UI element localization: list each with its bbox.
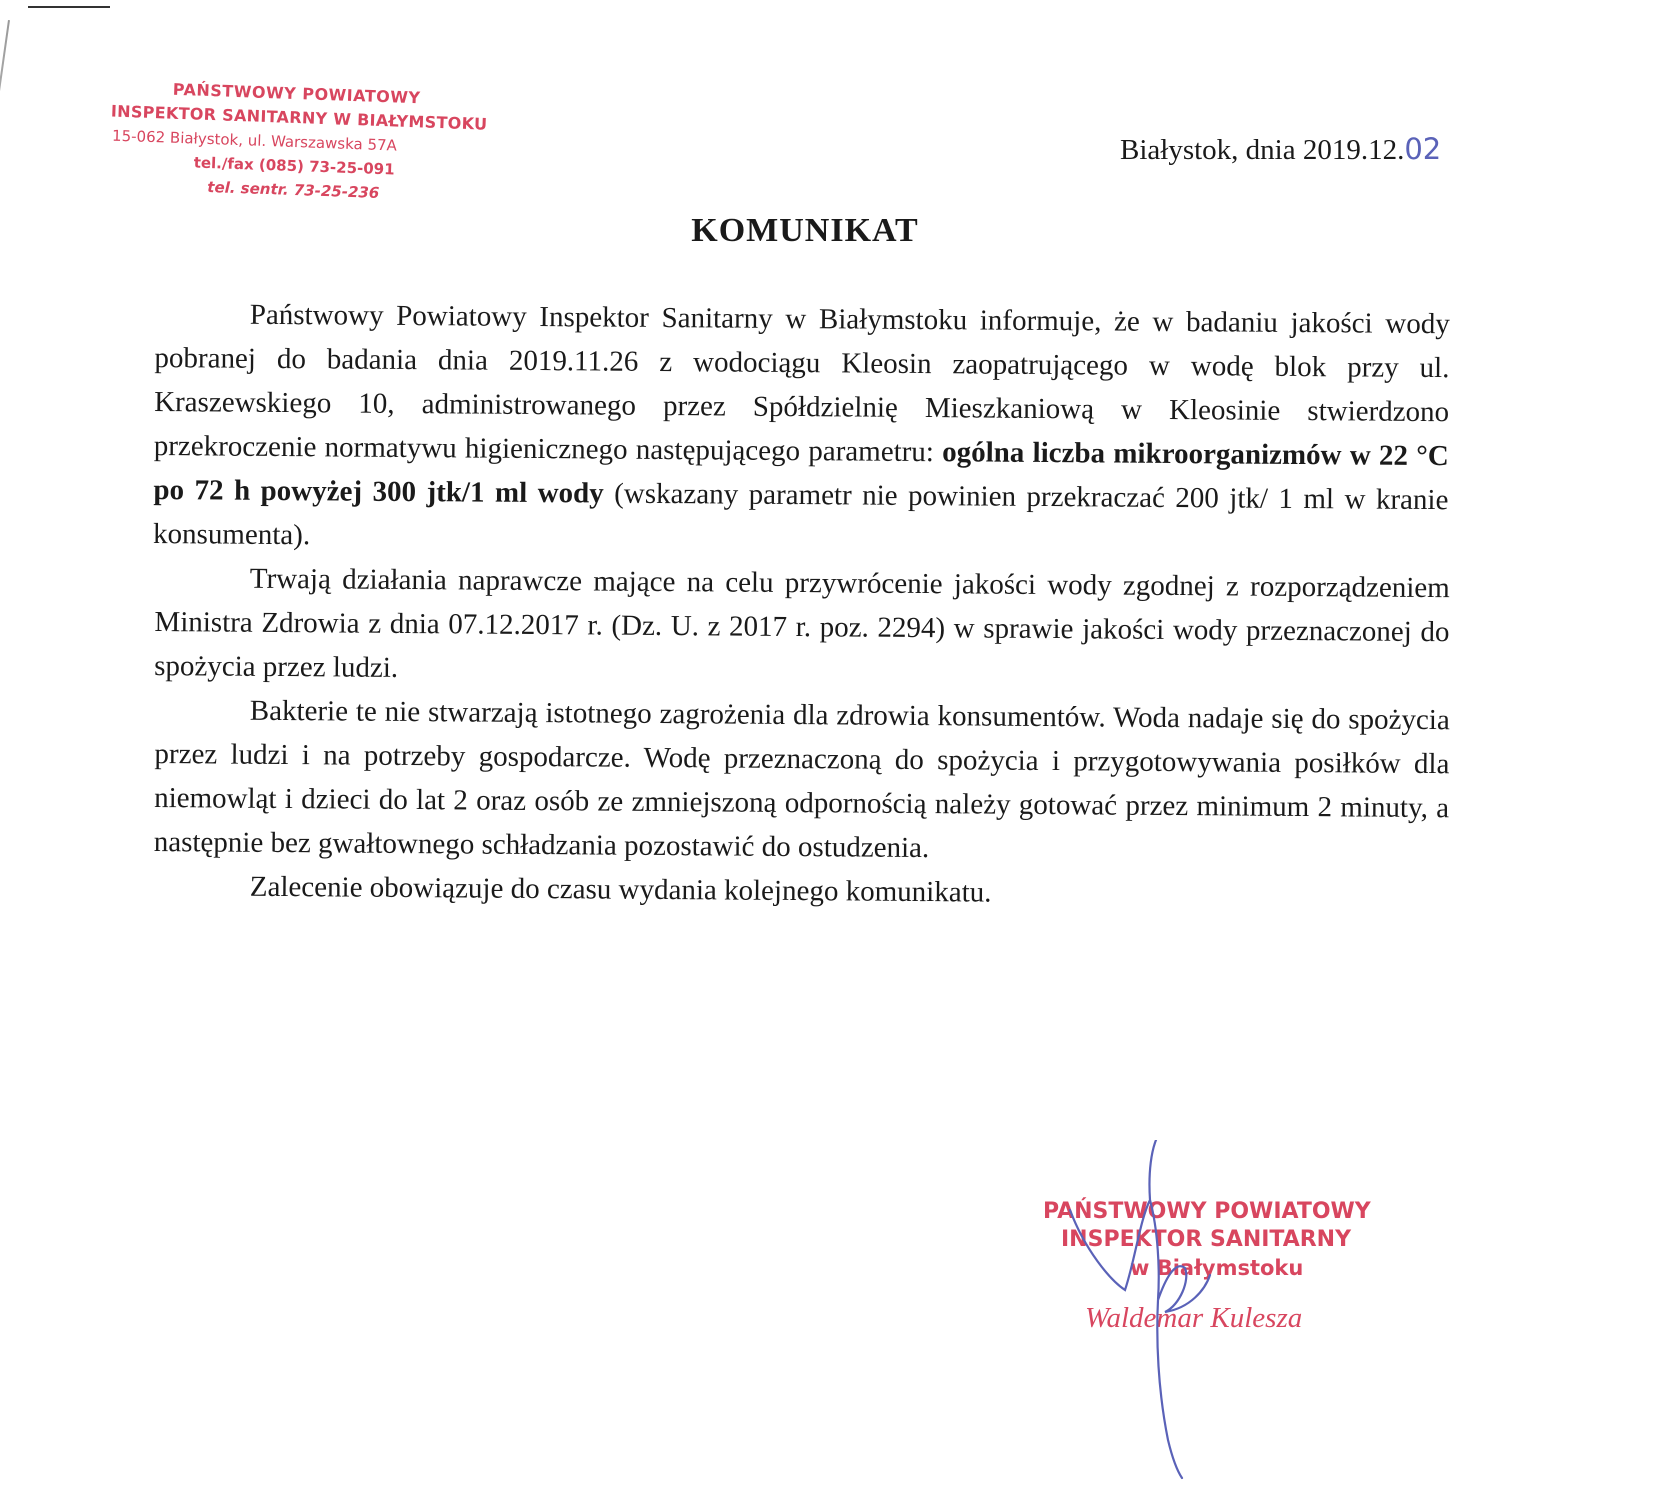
document-body — [152, 292, 1450, 909]
signatory-name: Waldemar Kulesza — [1085, 1302, 1303, 1334]
office-stamp-header — [108, 76, 488, 209]
stamp-line-inspector: INSPEKTOR SANITARNY W BIAŁYMSTOKU — [110, 101, 488, 134]
paragraph-finding — [153, 292, 1450, 566]
scan-edge-mark — [28, 6, 110, 8]
document-title: KOMUNIKAT — [691, 212, 919, 249]
stamp-line-phone-2: tel. sentr. 73-25-236 — [207, 177, 380, 202]
stamp-line-office: PAŃSTWOWY POWIATOWY — [172, 79, 421, 108]
paragraph-finding-text: Państwowy Powiatowy Inspektor Sanitarny w Białymstoku informuje, że w badaniu jakości wody pobranej do badania dnia 2019.11.26 z wodociągu Kleosin zaopatrującego w wodę blok przy ul. Kraszewskiego 10, administrowanego przez Spółdzielnię Mieszkaniową w Kleosinie stwierdzono przekroczenie normatywu higienicznego następującego parametru: — [153, 298, 1450, 469]
date-printed: Białystok, dnia 2019.12. — [1120, 134, 1405, 166]
stamp-line-address: 15-062 Białystok, ul. Warszawska 57A — [111, 126, 398, 155]
parameter-exceedance: ogólna liczba mikroorganizmów w 22 °C po 72 h powyżej 300 jtk/1 ml wody — [153, 436, 1449, 510]
date-handwritten-day: 02 — [1404, 132, 1442, 166]
document-date — [1120, 132, 1441, 167]
stamp-line-phone: tel./fax (085) 73-25-091 — [193, 153, 395, 179]
paragraph-finding-note: (wskazany parametr nie powinien przekraczać 200 jtk/ 1 ml w kranie konsumenta). — [152, 477, 1449, 552]
handwritten-signature — [1040, 1140, 1270, 1480]
paragraph-health-advice: Bakterie te nie stwarzają istotnego zagrożenia dla zdrowia konsumentów. Woda nadaje się do spożycia przez ludzi i na potrzeby gospodarcze. Wodę przeznaczoną do spożycia i przygotowywania posiłków dla niemowląt i dzieci do lat 2 oraz osób ze zmniejszoną odpornością należy gotować przez minimum 2 minuty, a następnie bez gwałtownego schładzania pozostawić do ostudzenia. — [153, 694, 1450, 865]
signature-stamp-line2: INSPEKTOR SANITARNY — [1061, 1227, 1352, 1252]
paragraph-validity: Zalecenie obowiązuje do czasu wydania kolejnego komunikatu. — [249, 870, 992, 909]
paragraph-remedial-actions: Trwają działania naprawcze mające na celu przywrócenie jakości wody zgodnej z rozporządzeniem Ministra Zdrowia z dnia 07.12.2017 r. (Dz. U. z 2017 r. poz. 2294) w sprawie jakości wody przeznaczonej do spożycia przez ludzi. — [154, 562, 1450, 684]
signature-stamp-line1: PAŃSTWOWY POWIATOWY — [1043, 1199, 1371, 1224]
signature-stamp-line3: w Białymstoku — [1130, 1256, 1304, 1280]
